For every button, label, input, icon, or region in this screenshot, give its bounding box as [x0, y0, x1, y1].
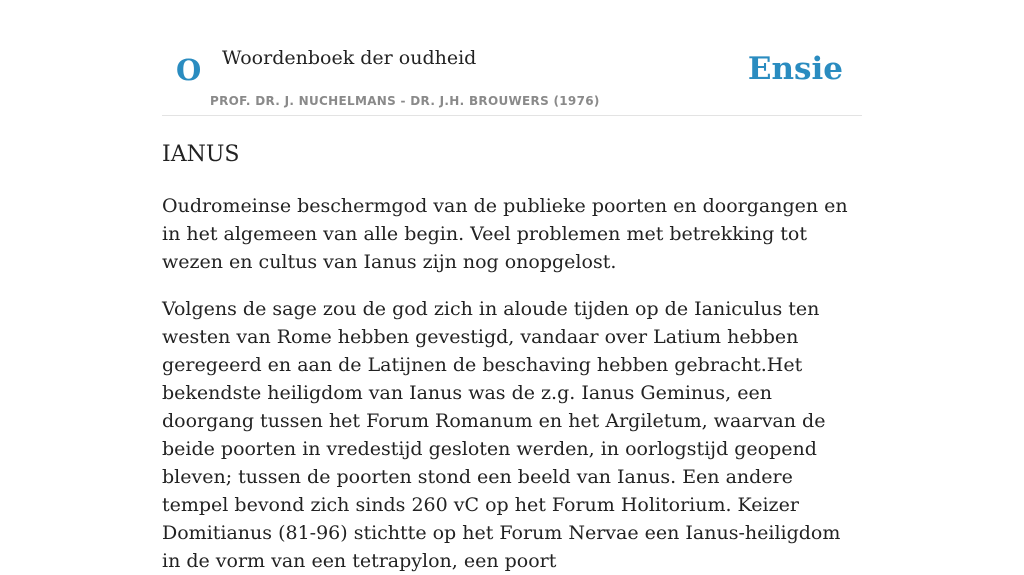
ensie-logo-link[interactable]: Ensie: [747, 51, 843, 87]
content-container: [162, 0, 862, 575]
book-authors: PROF. DR. J. NUCHELMANS - DR. J.H. BROUWERS (1976): [210, 94, 600, 108]
book-title-link[interactable]: Woordenboek der oudheid: [222, 47, 477, 69]
article-paragraph: Oudromeinse beschermgod van de publieke poorten en doorgangen en in het algemeen van alle begin. Veel problemen met betrekking tot wezen en cultus van Ianus zijn nog onopgelost.: [162, 195, 848, 273]
article-title: IANUS: [162, 142, 240, 167]
book-initial-logo[interactable]: O: [176, 53, 202, 87]
article-paragraph: Volgens de sage zou de god zich in aloude tijden op de Ianiculus ten westen van Rome hebben gevestigd, vandaar over Latium hebben geregeerd en aan de Latijnen de beschaving hebben gebracht.Het bekendste heiligdom van Ianus was de z.g. Ianus Geminus, een doorgang tussen het Forum Romanum en het Argiletum, waarvan de beide poorten in vredestijd gesloten werden, in oorlogstijd geopend bleven; tussen de poorten stond een beeld van Ianus. Een andere tempel bevond zich sinds 260 vC op het Forum Holitorium. Keizer Domitianus (81-96) stichtte op het Forum Nervae een Ianus-heiligdom in de vorm van een tetrapylon, een poort: [162, 298, 841, 572]
page-header: [162, 0, 862, 116]
